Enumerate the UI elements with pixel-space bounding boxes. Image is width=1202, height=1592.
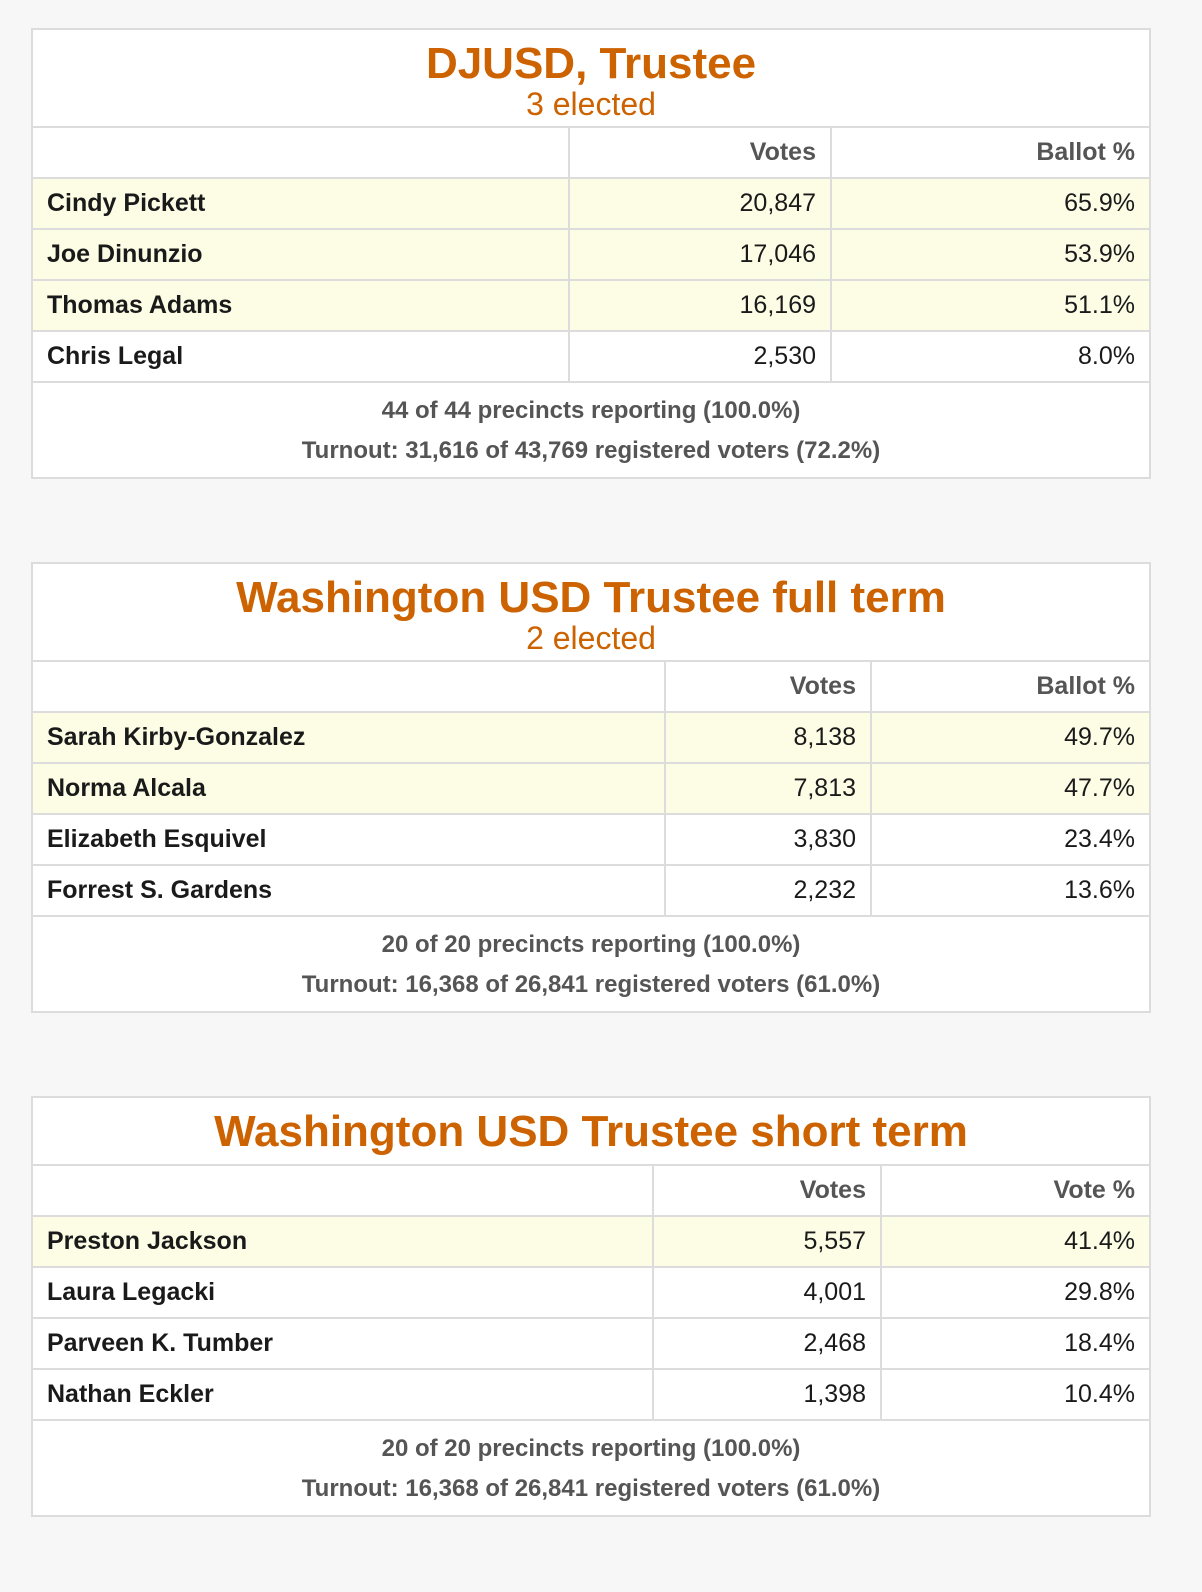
- candidate-pct: 53.9%: [831, 229, 1149, 280]
- candidate-pct: 10.4%: [881, 1369, 1149, 1420]
- candidate-votes: 2,468: [653, 1318, 881, 1369]
- candidate-name: Thomas Adams: [33, 280, 569, 331]
- candidate-name: Elizabeth Esquivel: [33, 814, 665, 865]
- table-row: [33, 331, 1149, 382]
- race-footer: [33, 1421, 1149, 1515]
- table-row: [33, 1267, 1149, 1318]
- candidate-votes: 2,530: [569, 331, 831, 382]
- table-row: [33, 712, 1149, 763]
- candidate-name: Preston Jackson: [33, 1216, 653, 1267]
- candidate-votes: 7,813: [665, 763, 871, 814]
- race-title: Washington USD Trustee full term: [236, 573, 946, 622]
- race-footer: [33, 383, 1149, 477]
- candidate-name: Forrest S. Gardens: [33, 865, 665, 916]
- candidate-pct: 23.4%: [871, 814, 1149, 865]
- race-footer: [33, 917, 1149, 1011]
- turnout-text: Turnout: 31,616 of 43,769 registered voters (72.2%): [301, 437, 881, 464]
- candidate-votes: 16,169: [569, 280, 831, 331]
- candidate-column-header: [33, 127, 569, 178]
- pct-column-header: Ballot %: [871, 661, 1149, 712]
- candidate-column-header: [33, 661, 665, 712]
- votes-column-header: Votes: [569, 127, 831, 178]
- table-row: [33, 1369, 1149, 1420]
- candidate-column-header: [33, 1165, 653, 1216]
- race-title: DJUSD, Trustee: [425, 39, 757, 88]
- candidate-votes: 2,232: [665, 865, 871, 916]
- candidate-votes: 17,046: [569, 229, 831, 280]
- candidate-pct: 8.0%: [831, 331, 1149, 382]
- turnout-text: Turnout: 16,368 of 26,841 registered voters (61.0%): [301, 971, 881, 998]
- votes-column-header: Votes: [665, 661, 871, 712]
- table-row: [33, 763, 1149, 814]
- candidate-votes: 8,138: [665, 712, 871, 763]
- results-table: [33, 660, 1149, 917]
- candidate-name: Sarah Kirby-Gonzalez: [33, 712, 665, 763]
- table-row: [33, 865, 1149, 916]
- candidate-name: Joe Dinunzio: [33, 229, 569, 280]
- candidate-pct: 51.1%: [831, 280, 1149, 331]
- race-title: Washington USD Trustee short term: [214, 1107, 968, 1156]
- race-card-djusd: [31, 28, 1151, 479]
- candidate-name: Nathan Eckler: [33, 1369, 653, 1420]
- race-card-washington-short-term: [31, 1096, 1151, 1517]
- results-table: [33, 1164, 1149, 1421]
- table-row: [33, 1216, 1149, 1267]
- results-table: [33, 126, 1149, 383]
- table-header-row: [33, 1165, 1149, 1216]
- precincts-reporting: 20 of 20 precincts reporting (100.0%): [381, 1435, 801, 1462]
- candidate-pct: 29.8%: [881, 1267, 1149, 1318]
- precincts-reporting: 44 of 44 precincts reporting (100.0%): [381, 397, 801, 424]
- candidate-name: Norma Alcala: [33, 763, 665, 814]
- candidate-pct: 13.6%: [871, 865, 1149, 916]
- candidate-name: Laura Legacki: [33, 1267, 653, 1318]
- candidate-name: Cindy Pickett: [33, 178, 569, 229]
- table-row: [33, 280, 1149, 331]
- precincts-reporting: 20 of 20 precincts reporting (100.0%): [381, 931, 801, 958]
- pct-column-header: Vote %: [881, 1165, 1149, 1216]
- pct-column-header: Ballot %: [831, 127, 1149, 178]
- candidate-pct: 47.7%: [871, 763, 1149, 814]
- candidate-pct: 41.4%: [881, 1216, 1149, 1267]
- candidate-votes: 20,847: [569, 178, 831, 229]
- table-row: [33, 814, 1149, 865]
- candidate-votes: 4,001: [653, 1267, 881, 1318]
- race-subtitle: 3 elected: [526, 86, 656, 122]
- race-subtitle: 2 elected: [526, 620, 656, 656]
- candidate-name: Chris Legal: [33, 331, 569, 382]
- candidate-pct: 49.7%: [871, 712, 1149, 763]
- table-row: [33, 229, 1149, 280]
- race-card-washington-full-term: [31, 562, 1151, 1013]
- candidate-votes: 3,830: [665, 814, 871, 865]
- candidate-votes: 5,557: [653, 1216, 881, 1267]
- candidate-name: Parveen K. Tumber: [33, 1318, 653, 1369]
- table-row: [33, 178, 1149, 229]
- turnout-text: Turnout: 16,368 of 26,841 registered voters (61.0%): [301, 1475, 881, 1502]
- table-header-row: [33, 661, 1149, 712]
- votes-column-header: Votes: [653, 1165, 881, 1216]
- table-row: [33, 1318, 1149, 1369]
- candidate-votes: 1,398: [653, 1369, 881, 1420]
- candidate-pct: 65.9%: [831, 178, 1149, 229]
- table-header-row: [33, 127, 1149, 178]
- candidate-pct: 18.4%: [881, 1318, 1149, 1369]
